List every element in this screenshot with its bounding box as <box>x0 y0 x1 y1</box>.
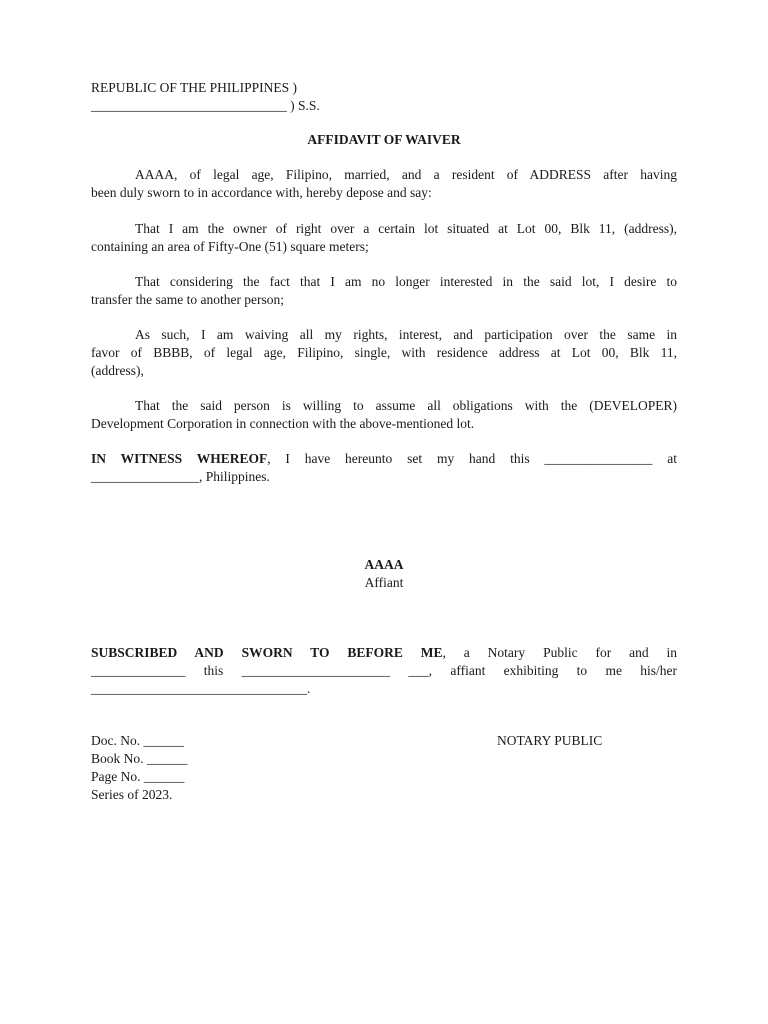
book-no: Book No. ______ <box>91 751 188 766</box>
paragraph-1-line-1: AAAA, of legal age, Filipino, married, and a resident of ADDRESS after having <box>135 167 677 182</box>
notary-public-label: NOTARY PUBLIC <box>497 733 603 748</box>
paragraph-4-line-1: As such, I am waiving all my rights, interest, and participation over the same in <box>135 327 677 342</box>
affiant-role: Affiant <box>364 575 404 590</box>
jurat-line-1 <box>91 644 677 662</box>
paragraph-1-line-2: been duly sworn to in accordance with, hereby depose and say: <box>91 185 432 200</box>
doc-no: Doc. No. ______ <box>91 733 184 748</box>
witness-line-1 <box>91 450 677 468</box>
paragraph-3-line-1: That considering the fact that I am no longer interested in the said lot, I desire to <box>135 274 677 289</box>
paragraph-4-line-2: favor of BBBB, of legal age, Filipino, single, with residence address at Lot 00, Blk 11, <box>91 345 677 360</box>
jurat-line-3: ________________________________. <box>91 681 311 696</box>
paragraph-3-line-2: transfer the same to another person; <box>91 292 285 307</box>
venue-line-1: REPUBLIC OF THE PHILIPPINES ) <box>91 80 298 95</box>
witness-line-1-text: , I have hereunto set my hand this ________________ at <box>267 451 677 466</box>
paragraph-4-line-3: (address), <box>91 363 144 378</box>
witness-heading: IN WITNESS WHEREOF <box>91 451 268 466</box>
jurat-line-2: ______________ this ______________________ ___, affiant exhibiting to me his/her <box>91 663 677 678</box>
venue-line-2: _____________________________ ) S.S. <box>91 98 320 113</box>
paragraph-5-line-1: That the said person is willing to assume all obligations with the (DEVELOPER) <box>135 398 677 413</box>
paragraph-2-line-1: That I am the owner of right over a certain lot situated at Lot 00, Blk 11, (address), <box>135 221 677 236</box>
document-title: AFFIDAVIT OF WAIVER <box>307 132 461 147</box>
jurat-heading: SUBSCRIBED AND SWORN TO BEFORE ME <box>91 645 443 660</box>
witness-line-2: ________________, Philippines. <box>91 469 270 484</box>
paragraph-2-line-2: containing an area of Fifty-One (51) square meters; <box>91 239 369 254</box>
paragraph-5-line-2: Development Corporation in connection with the above-mentioned lot. <box>91 416 475 431</box>
page-no: Page No. ______ <box>91 769 185 784</box>
series: Series of 2023. <box>91 787 173 802</box>
jurat-line-1-text: , a Notary Public for and in <box>442 645 677 660</box>
affiant-name: AAAA <box>364 557 404 572</box>
